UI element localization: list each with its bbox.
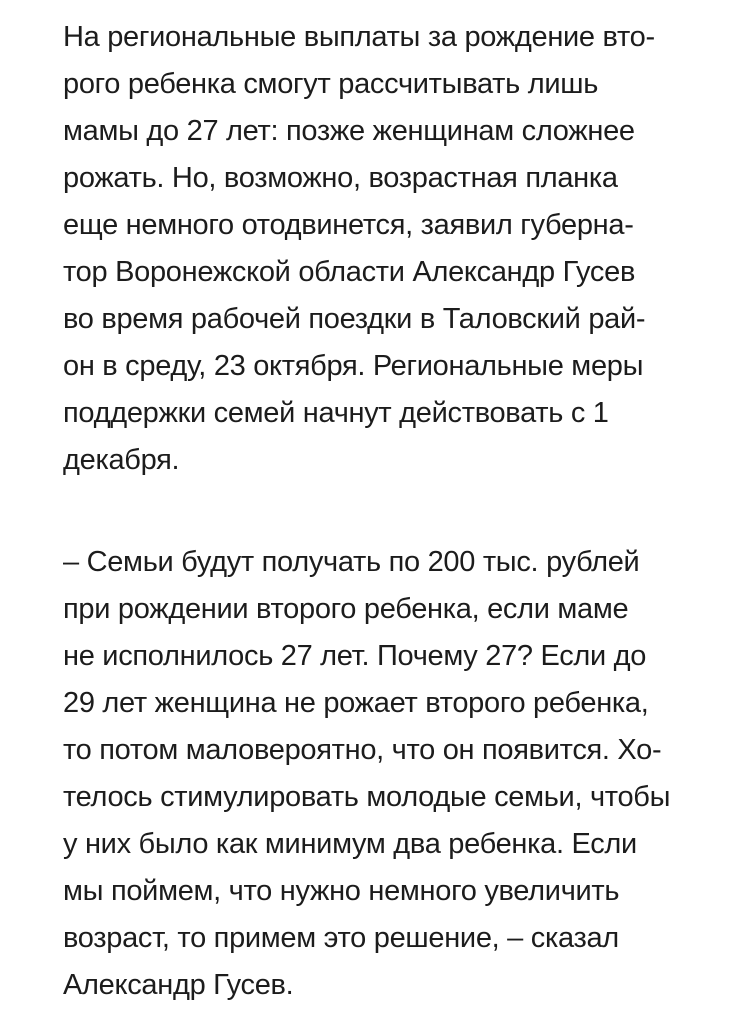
text-line: тор Воронежской области Александр Гусев (63, 256, 636, 288)
text-line: при рождении второго ребенка, если маме (63, 593, 629, 625)
paragraph-lead (63, 14, 750, 484)
text-line: мы поймем, что нужно немного увеличить (63, 875, 620, 907)
text-line: еще немного отодвинется, заявил губерна- (63, 209, 634, 241)
text-line: Александр Гусев. (63, 969, 294, 1001)
text-line: телось стимулировать молодые семьи, чтобы (63, 781, 671, 813)
text-line: у них было как минимум два ребенка. Если (63, 828, 637, 860)
text-line: то потом маловероятно, что он появится. Хо- (63, 734, 662, 766)
text-line: он в среду, 23 октября. Региональные меры (63, 350, 644, 382)
text-line: мамы до 27 лет: позже женщинам сложнее (63, 115, 635, 147)
paragraph-quote (63, 539, 750, 1009)
text-line: не исполнилось 27 лет. Почему 27? Если до (63, 640, 647, 672)
text-line: рого ребенка смогут рассчитывать лишь (63, 68, 599, 100)
text-line: 29 лет женщина не рожает второго ребенка, (63, 687, 649, 719)
text-line: – Семьи будут получать по 200 тыс. рублей (63, 546, 640, 578)
text-line: рожать. Но, возможно, возрастная планка (63, 162, 618, 194)
text-line: декабря. (63, 444, 180, 476)
text-line: На региональные выплаты за рождение вто- (63, 21, 655, 53)
text-line: во время рабочей поездки в Таловский рай- (63, 303, 646, 335)
text-line: поддержки семей начнут действовать с 1 (63, 397, 609, 429)
text-line: возраст, то примем это решение, – сказал (63, 922, 619, 954)
